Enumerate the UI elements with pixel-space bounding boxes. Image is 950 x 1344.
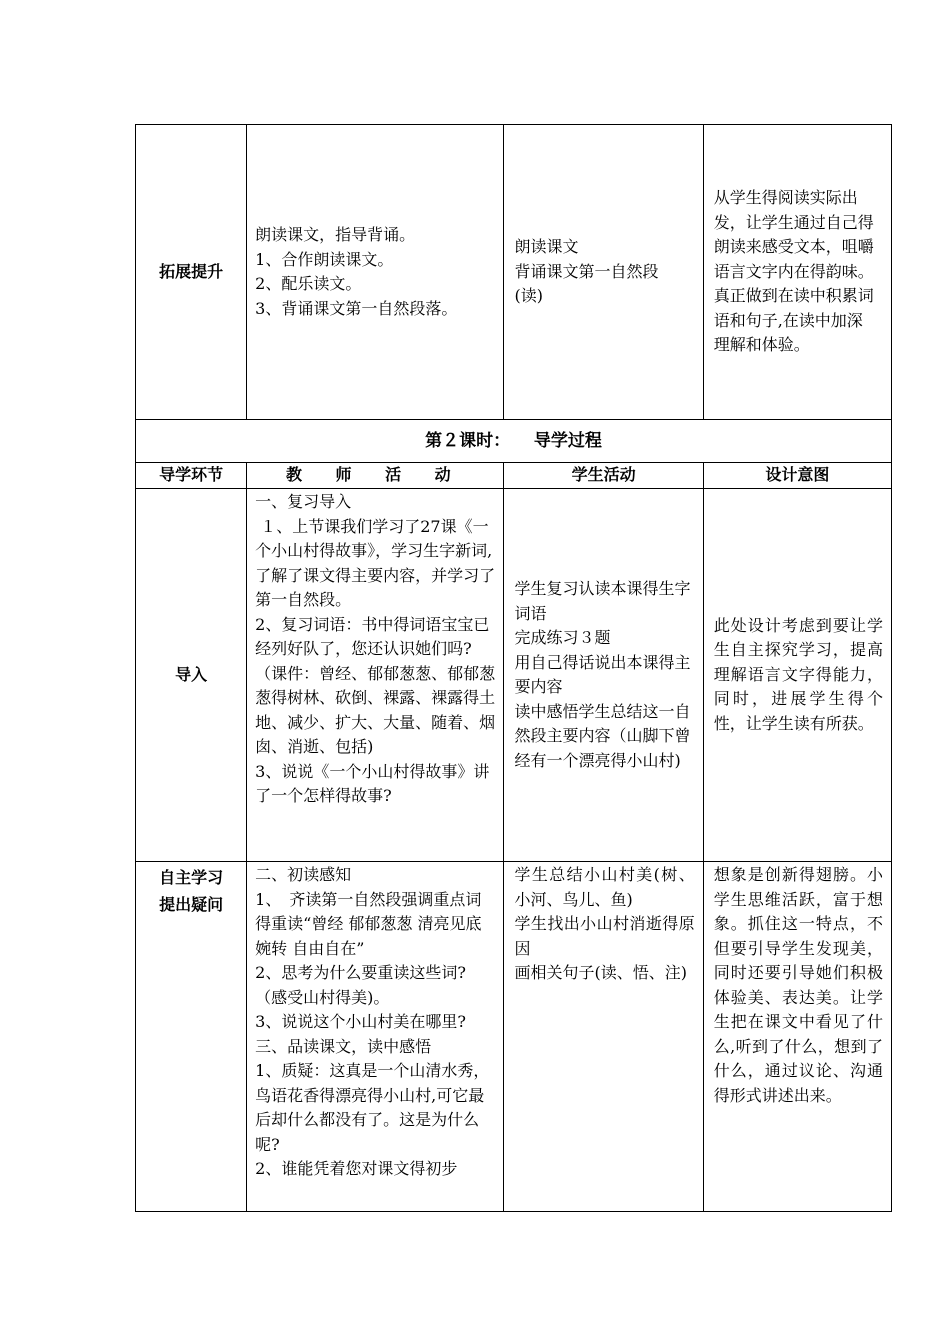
intro-stage-cell: 导入 [136, 489, 247, 862]
header-teacher [247, 463, 504, 489]
header-student: 学生活动 [504, 463, 703, 489]
self-study-row [136, 862, 892, 1212]
table-header-row [136, 463, 892, 489]
extension-stage-cell: 拓展提升 [136, 125, 247, 420]
header-stage: 导学环节 [136, 463, 247, 489]
lesson-plan-sheet [135, 124, 892, 1212]
lesson2-title: 第２课时： 导学过程 [136, 420, 892, 463]
header-design: 设计意图 [703, 463, 891, 489]
header-teacher-label: 教 师 活 动 [285, 465, 465, 485]
intro-teacher-cell: 一、复习导入 １、上节课我们学习了27课《一个小山村得故事》，学习生字新词,了解了课文得主要内容，并学习了第一自然段。 2、复习词语：书中得词语宝宝已经列好队了，您还认识她们吗?（课件：曾经、郁郁葱葱、郁郁葱葱得树林、砍倒、裸露、裸露得土地、减少、扩大、大量、随着、烟囱、消逝、包括) 3、说说《一个小山村得故事》讲了一个怎样得故事? [247, 489, 504, 862]
extension-teacher-cell: 朗读课文，指导背诵。 1、合作朗读课文。 2、配乐读文。 3、背诵课文第一自然段落。 [247, 125, 504, 420]
intro-row [136, 489, 892, 862]
self-study-design-cell: 想象是创新得翅膀。小学生思维活跃，富于想象。抓住这一特点，不但要引导学生发现美，同时还要引导她们积极体验美、表达美。让学生把在课文中看见了什么,听到了什么，想到了什么，通过议论、沟通得形式讲述出来。 [703, 862, 891, 1212]
intro-design-cell: 此处设计考虑到要让学生自主探究学习，提高理解语言文字得能力，同时，进展学生得个性，让学生读有所获。 [703, 489, 891, 862]
intro-student-cell: 学生复习认读本课得生字词语 完成练习３题 用自己得话说出本课得主要内容 读中感悟学生总结这一自然段主要内容（山脚下曾经有一个漂亮得小山村) [504, 489, 703, 862]
self-study-stage-cell: 自主学习 提出疑问 [136, 862, 247, 1212]
extension-row [136, 125, 892, 420]
self-study-teacher-cell: 二、初读感知 1、 齐读第一自然段强调重点词得重读“曾经 郁郁葱葱 清亮见底 婉转 自由自在” 2、思考为什么要重读这些词?（感受山村得美)。 3、说说这个小山村美在哪里? 三、品读课文，读中感悟 1、质疑：这真是一个山清水秀，鸟语花香得漂亮得小山村,可它最后却什么都没有了。这是为什么呢? 2、谁能凭着您对课文得初步 [247, 862, 504, 1212]
extension-design-cell: 从学生得阅读实际出发，让学生通过自己得朗读来感受文本，咀嚼语言文字内在得韵味。真正做到在读中积累词语和句子,在读中加深理解和体验。 [703, 125, 891, 420]
lesson-plan-table [135, 124, 892, 1212]
extension-student-cell: 朗读课文 背诵课文第一自然段 (读) [504, 125, 703, 420]
self-study-student-cell: 学生总结小山村美(树、小河、鸟儿、鱼) 学生找出小山村消逝得原因 画相关句子(读、悟、注) [504, 862, 703, 1212]
lesson2-title-row [136, 420, 892, 463]
